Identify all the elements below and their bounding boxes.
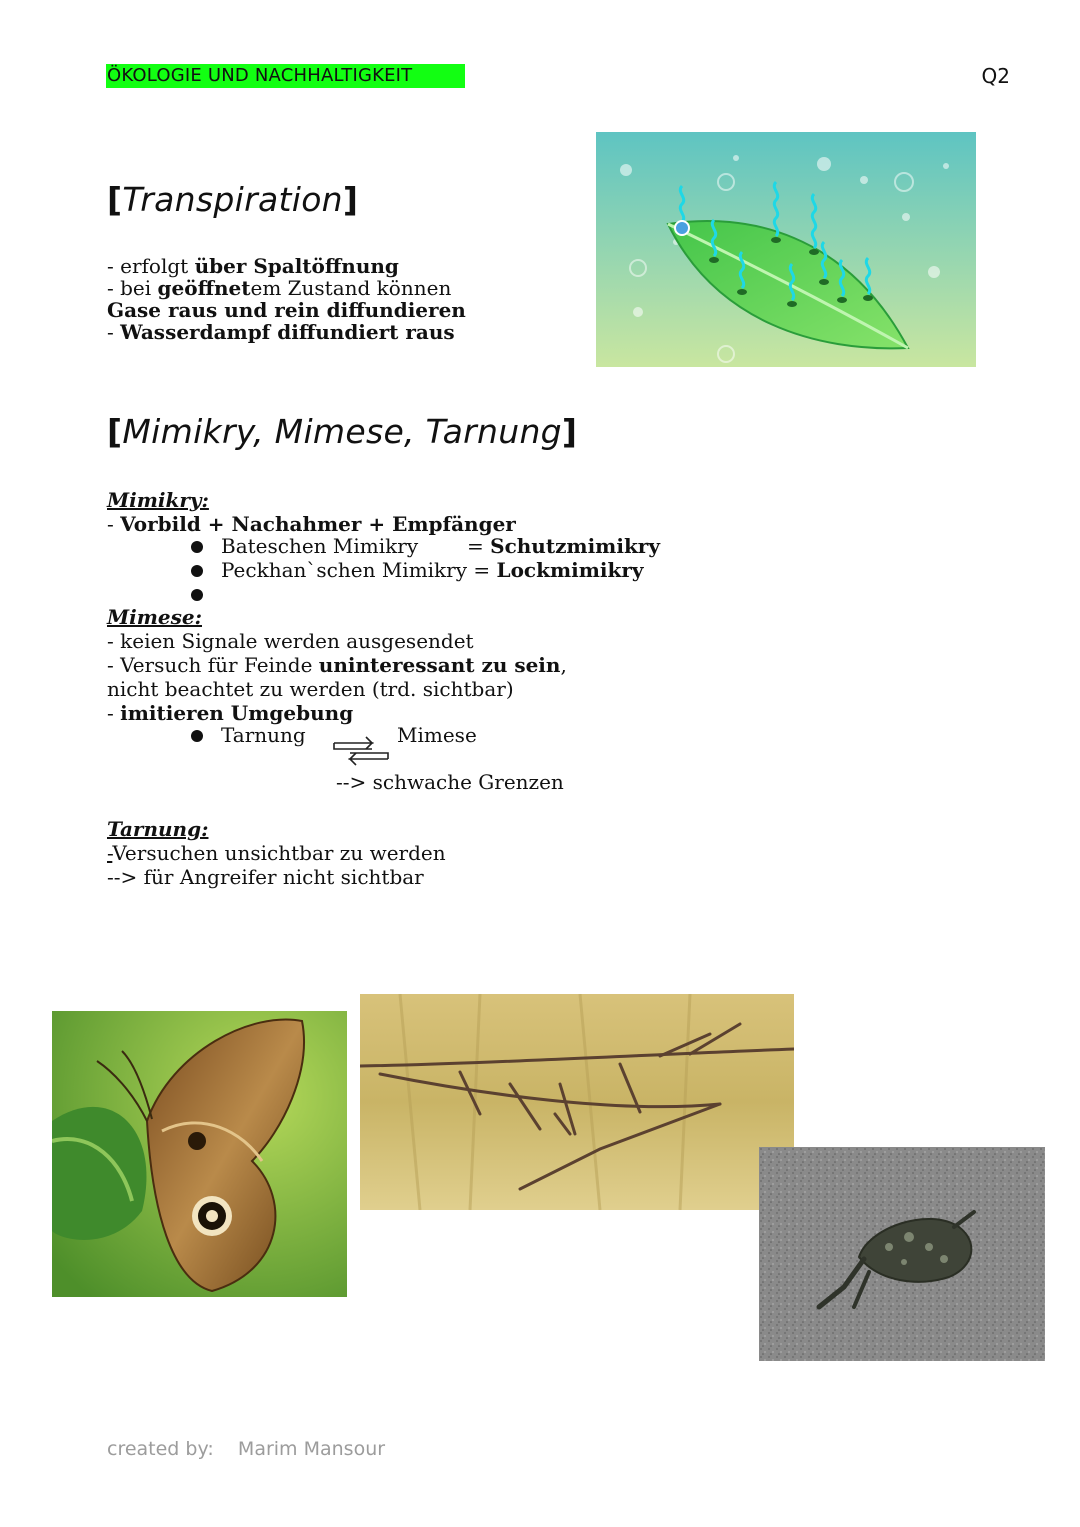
subject-label: ÖKOLOGIE UND NACHHALTIGKEIT (106, 64, 465, 88)
bullet-icon (191, 589, 203, 601)
footer-credit: created by: Marim Mansour (107, 1438, 386, 1460)
leaf-transpiration-image (596, 132, 976, 367)
toad-photo (759, 1147, 1045, 1361)
stick-insect-photo (360, 994, 794, 1210)
boundary-note: --> schwache Grenzen (336, 770, 564, 794)
bullet-icon (191, 565, 203, 577)
tarnung-block: Tarnung: -Versuchen unsichtbar zu werden --> für Angreifer nicht sichtbar (107, 817, 446, 889)
butterfly-photo (52, 1011, 347, 1297)
mimikry-block: Mimikry: - Vorbild + Nachahmer + Empfänger Bateschen Mimikry = Schutzmimikry Peckhan`schen Mimikry = Lockmimikry (107, 489, 787, 607)
tarnung-bullet-label: Tarnung (221, 723, 306, 747)
mimikry-title: Mimikry: (107, 488, 209, 512)
double-arrow-icon (332, 734, 390, 772)
mimese-block: Mimese: - keien Signale werden ausgesendet - Versuch für Feinde uninteressant zu sein, nicht beachtet zu werden (trd. sichtbar) - imitieren Umgebung (107, 606, 807, 724)
transpiration-text: - erfolgt über Spaltöffnung - bei geöffnetem Zustand können Gase raus und rein diffundieren - Wasserdampf diffundiert raus (107, 254, 466, 344)
mimese-title: Mimese: (107, 605, 202, 629)
mimese-bullet-label: Mimese (397, 723, 477, 747)
list-item: Peckhan`schen Mimikry = Lockmimikry (107, 559, 787, 583)
bullet-icon (191, 541, 203, 553)
list-item: Bateschen Mimikry = Schutzmimikry (107, 535, 787, 559)
grade-label: Q2 (981, 64, 1010, 88)
mimikry-section-heading: [Mimikry, Mimese, Tarnung] (107, 412, 578, 451)
transpiration-heading: [Transpiration] (107, 180, 359, 219)
bullet-icon (191, 730, 203, 742)
tarnung-title: Tarnung: (107, 817, 209, 841)
